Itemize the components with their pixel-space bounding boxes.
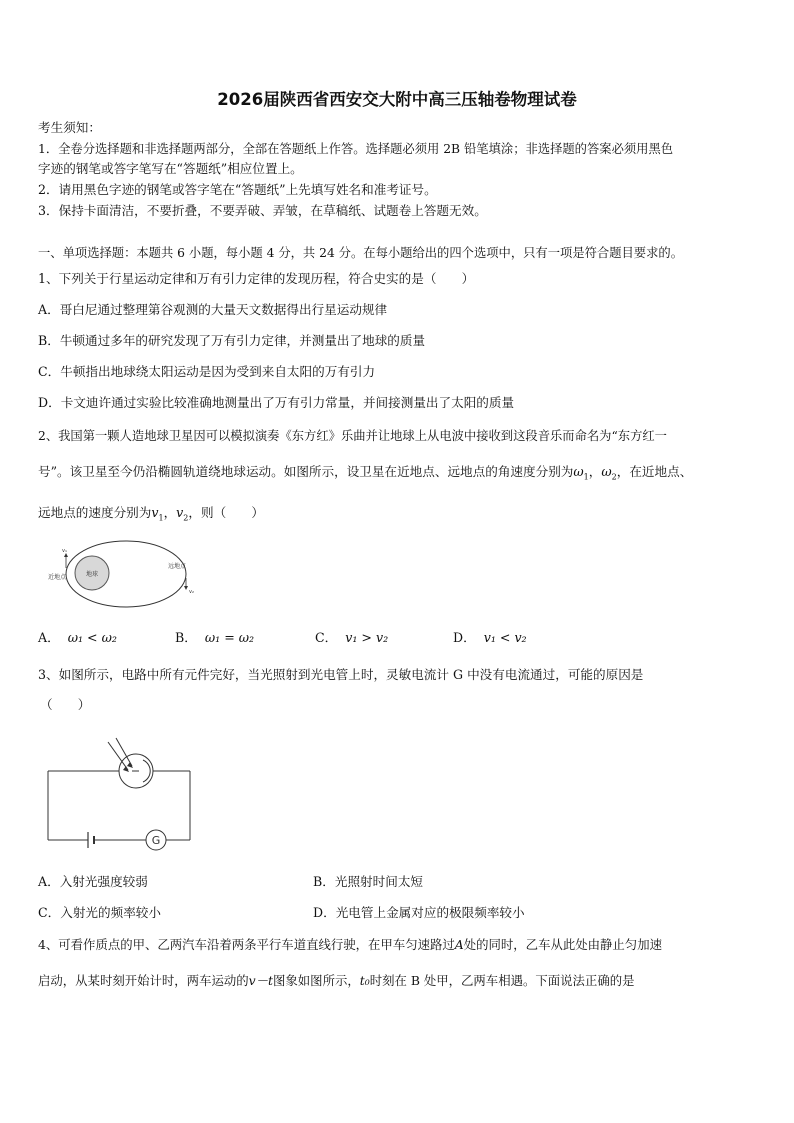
q2-option-b-text: ω₁ = ω₂ bbox=[204, 630, 255, 645]
q2-line-2-text: 号”。该卫星至今仍沿椭圆轨道绕地球运动。如图所示，设卫星在近地点、远地点的角速度分别为 bbox=[38, 464, 574, 479]
q4-line-2-end: 时刻在 B 处甲，乙两车相遇。下面说法正确的是 bbox=[369, 973, 635, 988]
exam-title: 2026届陕西省西安交大附中高三压轴卷物理试卷 bbox=[217, 90, 577, 109]
near-point-label: 近地点 bbox=[48, 574, 67, 581]
q2-line-3: 远地点的速度分别为$v_1$，$v_2$，则（ ） bbox=[38, 505, 264, 523]
orbit-figure bbox=[40, 538, 200, 610]
far-point-label: 远地点 bbox=[168, 563, 187, 570]
q3-option-a: A．入射光强度较弱 bbox=[38, 874, 148, 889]
circuit-figure bbox=[44, 728, 196, 856]
q3-option-d: D．光电管上金属对应的极限频率较小 bbox=[313, 905, 525, 920]
q4-line-1-text: 4、可看作质点的甲、乙两汽车沿着两条平行车道直线行驶，在甲车匀速路过 bbox=[38, 937, 455, 952]
q2-option-d-letter: D． bbox=[453, 630, 476, 645]
v2-label: v₂ bbox=[189, 589, 194, 595]
q2-option-a-text: ω₁ < ω₂ bbox=[67, 630, 117, 645]
q2-option-c-letter: C． bbox=[315, 630, 338, 645]
phototube-cathode bbox=[143, 760, 150, 782]
notice-line-2: 2．请用黑色字迹的钢笔或答字笔在“答题纸”上先填写姓名和准考证号。 bbox=[38, 182, 437, 197]
notice-line-1: 1．全卷分选择题和非选择题两部分，全部在答题纸上作答。选择题必须用 2B 铅笔填涂；非选择题的答案必须用黑色 bbox=[38, 142, 674, 156]
q3-paren: （ ） bbox=[40, 697, 91, 712]
q4-line-1 bbox=[38, 937, 662, 953]
light-ray-1 bbox=[116, 738, 132, 766]
q4-line-2 bbox=[38, 973, 635, 989]
earth-label: 地球 bbox=[85, 571, 99, 578]
q4-vt-symbol: v－t bbox=[248, 973, 274, 988]
q2-line-3-end: ，则（ ） bbox=[188, 505, 264, 520]
q2-option-a bbox=[38, 630, 117, 646]
q3-option-c: C．入射光的频率较小 bbox=[38, 905, 161, 920]
notice-heading: 考生须知： bbox=[38, 120, 101, 135]
q1-option-a: A．哥白尼通过整理第谷观测的大量天文数据得出行星运动规律 bbox=[38, 302, 388, 317]
notice-line-1-cont: 字迹的钢笔或答字笔写在“答题纸”相应位置上。 bbox=[38, 161, 303, 176]
q1-option-c: C．牛顿指出地球绕太阳运动是因为受到来自太阳的万有引力 bbox=[38, 364, 376, 379]
q2-line-1: 2、我国第一颗人造地球卫星因可以模拟演奏《东方红》乐曲并让地球上从电波中接收到这段音乐而命名为“东方红一 bbox=[38, 429, 667, 443]
q2-option-d bbox=[453, 630, 527, 646]
q2-line-2-end: ，在近地点、 bbox=[616, 464, 693, 479]
q4-point-a: A bbox=[454, 937, 464, 952]
q3-option-b: B．光照射时间太短 bbox=[313, 874, 424, 889]
q4-line-2-text: 启动，从某时刻开始计时，两车运动的 bbox=[38, 973, 249, 988]
q2-option-c-text: v₁ > v₂ bbox=[345, 630, 389, 645]
q3-stem: 3、如图所示，电路中所有元件完好，当光照射到光电管上时，灵敏电流计 G 中没有电流通过，可能的原因是 bbox=[38, 667, 644, 682]
notice-line-3: 3．保持卡面清洁，不要折叠，不要弄破、弄皱，在草稿纸、试题卷上答题无效。 bbox=[38, 203, 487, 218]
q2-option-d-text: v₁ < v₂ bbox=[483, 630, 527, 645]
light-ray-2 bbox=[108, 742, 128, 770]
q4-line-2-mid: 图象如图所示， bbox=[273, 973, 360, 988]
light-ray-arrow-1 bbox=[127, 762, 133, 768]
q2-option-a-letter: A． bbox=[38, 630, 60, 645]
galvanometer-label: G bbox=[151, 834, 161, 847]
v1-label: v₁ bbox=[62, 548, 67, 554]
q2-option-b bbox=[175, 630, 254, 646]
q4-line-1-end: 处的同时，乙车从此处由静止匀加速 bbox=[463, 937, 662, 952]
q2-option-b-letter: B． bbox=[175, 630, 197, 645]
q2-line-3-text: 远地点的速度分别为 bbox=[38, 505, 152, 520]
v2-arrowhead bbox=[184, 586, 188, 590]
q1-option-d: D．卡文迪许通过实验比较准确地测量出了万有引力常量，并间接测量出了太阳的质量 bbox=[38, 395, 515, 410]
q1-stem: 1、下列关于行星运动定律和万有引力定律的发现历程，符合史实的是（ ） bbox=[38, 271, 475, 286]
q4-t0-symbol: t₀ bbox=[359, 973, 370, 988]
q1-option-b: B．牛顿通过多年的研究发现了万有引力定律，并测量出了地球的质量 bbox=[38, 333, 426, 348]
q2-option-c bbox=[315, 630, 388, 646]
q2-line-2: 号”。该卫星至今仍沿椭圆轨道绕地球运动。如图所示，设卫星在近地点、远地点的角速度分别为$\omega_1$，$\omega_2$，在近地点、 bbox=[38, 464, 693, 482]
section-heading: 一、单项选择题：本题共 6 小题，每小题 4 分，共 24 分。在每小题给出的四个选项中，只有一项是符合题目要求的。 bbox=[38, 246, 683, 260]
light-ray-arrow-2 bbox=[123, 766, 129, 772]
